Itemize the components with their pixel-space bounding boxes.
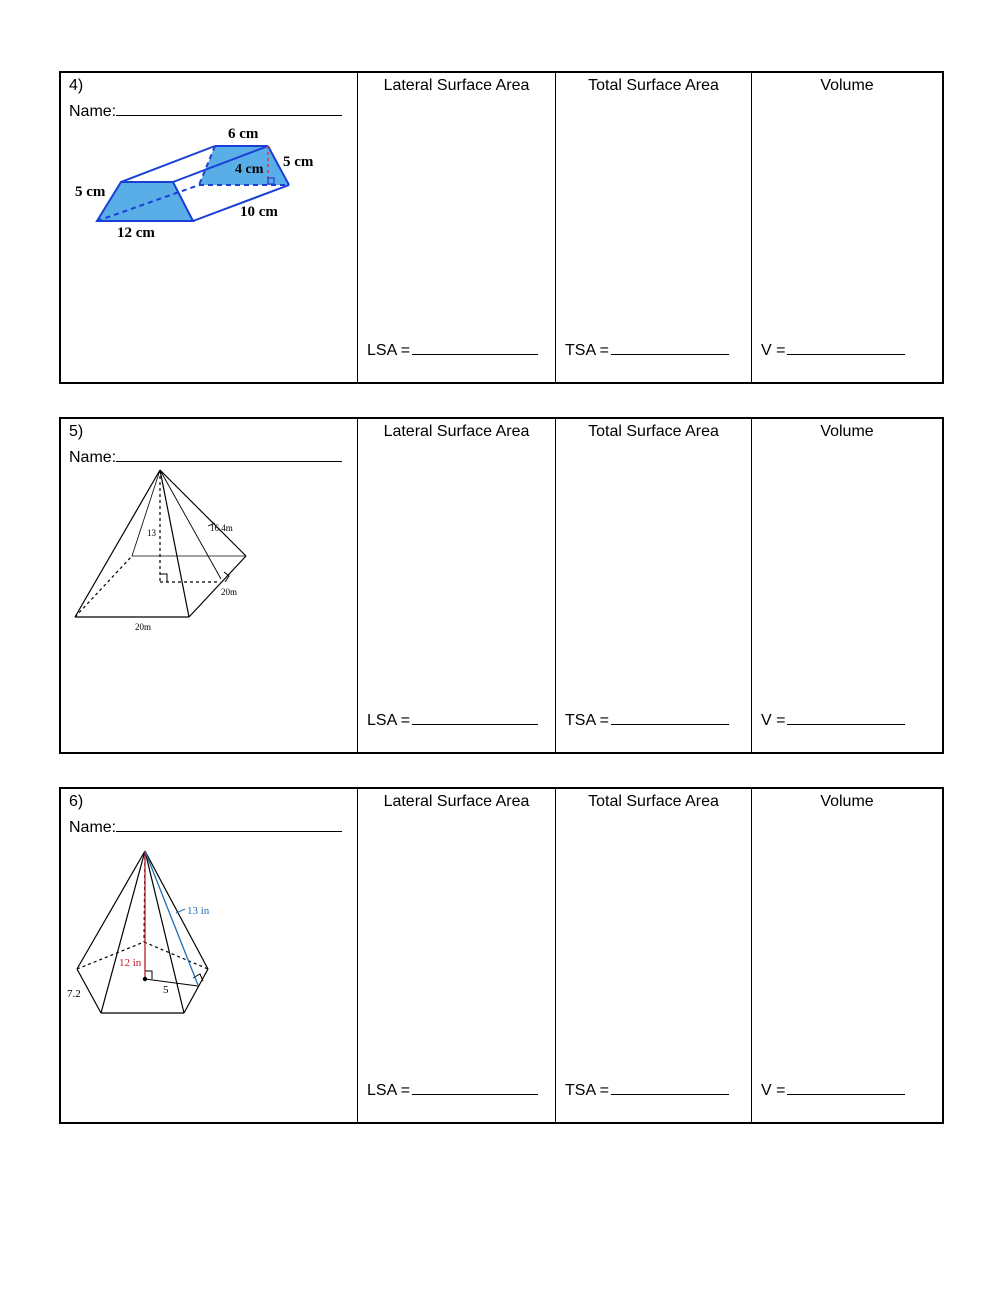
volume-cell: [751, 73, 942, 382]
label-side-front: 20m: [135, 622, 152, 632]
lsa-cell: [357, 789, 555, 1122]
label-length: 10 cm: [240, 204, 278, 220]
tsa-header: Total Surface Area: [588, 77, 719, 94]
volume-cell: [751, 789, 942, 1122]
volume-cell: [751, 419, 942, 752]
label-bottom: 12 cm: [117, 225, 155, 241]
volume-header: Volume: [820, 77, 874, 94]
volume-label: V =: [761, 1082, 786, 1099]
label-top: 6 cm: [228, 126, 259, 142]
lsa-answer[interactable]: [367, 710, 538, 730]
volume-answer[interactable]: [761, 710, 905, 730]
label-slant: 13 in: [187, 905, 210, 917]
tsa-label: TSA =: [565, 342, 610, 359]
problem-number: 6): [69, 793, 84, 810]
answer-blank-line[interactable]: [412, 1080, 538, 1095]
tsa-answer[interactable]: [565, 1080, 729, 1100]
problem-5-figure-cell: [61, 419, 357, 752]
volume-answer[interactable]: [761, 340, 905, 360]
lsa-label: LSA =: [367, 1082, 411, 1099]
label-height: 13: [147, 528, 156, 538]
tsa-header: Total Surface Area: [588, 423, 719, 440]
problem-4-figure-cell: [61, 73, 357, 382]
lsa-cell: [357, 73, 555, 382]
lsa-cell: [357, 419, 555, 752]
lsa-answer[interactable]: [367, 1080, 538, 1100]
problem-6-figure-cell: [61, 789, 357, 1122]
label-height: 4 cm: [235, 162, 264, 177]
name-label: Name:: [69, 103, 117, 120]
tsa-cell: [555, 789, 751, 1122]
problem-6-row: [59, 787, 944, 1124]
lsa-label: LSA =: [367, 342, 411, 359]
label-slant-right: 5 cm: [283, 154, 314, 170]
answer-blank-line[interactable]: [787, 710, 905, 725]
label-slant: 16.4m: [210, 523, 233, 533]
tsa-label: TSA =: [565, 1082, 610, 1099]
label-side: 7.2: [67, 988, 81, 1000]
tsa-answer[interactable]: [565, 710, 729, 730]
answer-blank-line[interactable]: [787, 1080, 905, 1095]
problem-number: 5): [69, 423, 84, 440]
lsa-header: Lateral Surface Area: [383, 423, 530, 440]
volume-header: Volume: [820, 793, 874, 810]
volume-header: Volume: [820, 423, 874, 440]
lsa-header: Lateral Surface Area: [383, 793, 530, 810]
problem-5-row: [59, 417, 944, 754]
tsa-label: TSA =: [565, 712, 610, 729]
answer-blank-line[interactable]: [412, 710, 538, 725]
lsa-answer[interactable]: [367, 340, 538, 360]
name-label: Name:: [69, 819, 117, 836]
tsa-cell: [555, 73, 751, 382]
answer-blank-line[interactable]: [611, 1080, 729, 1095]
volume-label: V =: [761, 342, 786, 359]
name-label: Name:: [69, 449, 117, 466]
tsa-answer[interactable]: [565, 340, 729, 360]
volume-label: V =: [761, 712, 786, 729]
tsa-header: Total Surface Area: [588, 793, 719, 810]
label-apothem: 5: [163, 984, 169, 996]
problem-number: 4): [69, 77, 84, 94]
answer-blank-line[interactable]: [611, 710, 729, 725]
lsa-label: LSA =: [367, 712, 411, 729]
answer-blank-line[interactable]: [412, 340, 538, 355]
lsa-header: Lateral Surface Area: [383, 77, 530, 94]
answer-blank-line[interactable]: [787, 340, 905, 355]
trapezoidal-prism-figure-icon: [61, 73, 357, 386]
label-side-right: 20m: [221, 587, 238, 597]
label-height: 12 in: [119, 957, 142, 969]
tsa-cell: [555, 419, 751, 752]
pentagonal-pyramid-figure-icon: [61, 789, 357, 1126]
volume-answer[interactable]: [761, 1080, 905, 1100]
square-pyramid-figure-icon: [61, 419, 357, 756]
problem-4-row: [59, 71, 944, 384]
answer-blank-line[interactable]: [611, 340, 729, 355]
label-slant-left: 5 cm: [75, 184, 106, 200]
